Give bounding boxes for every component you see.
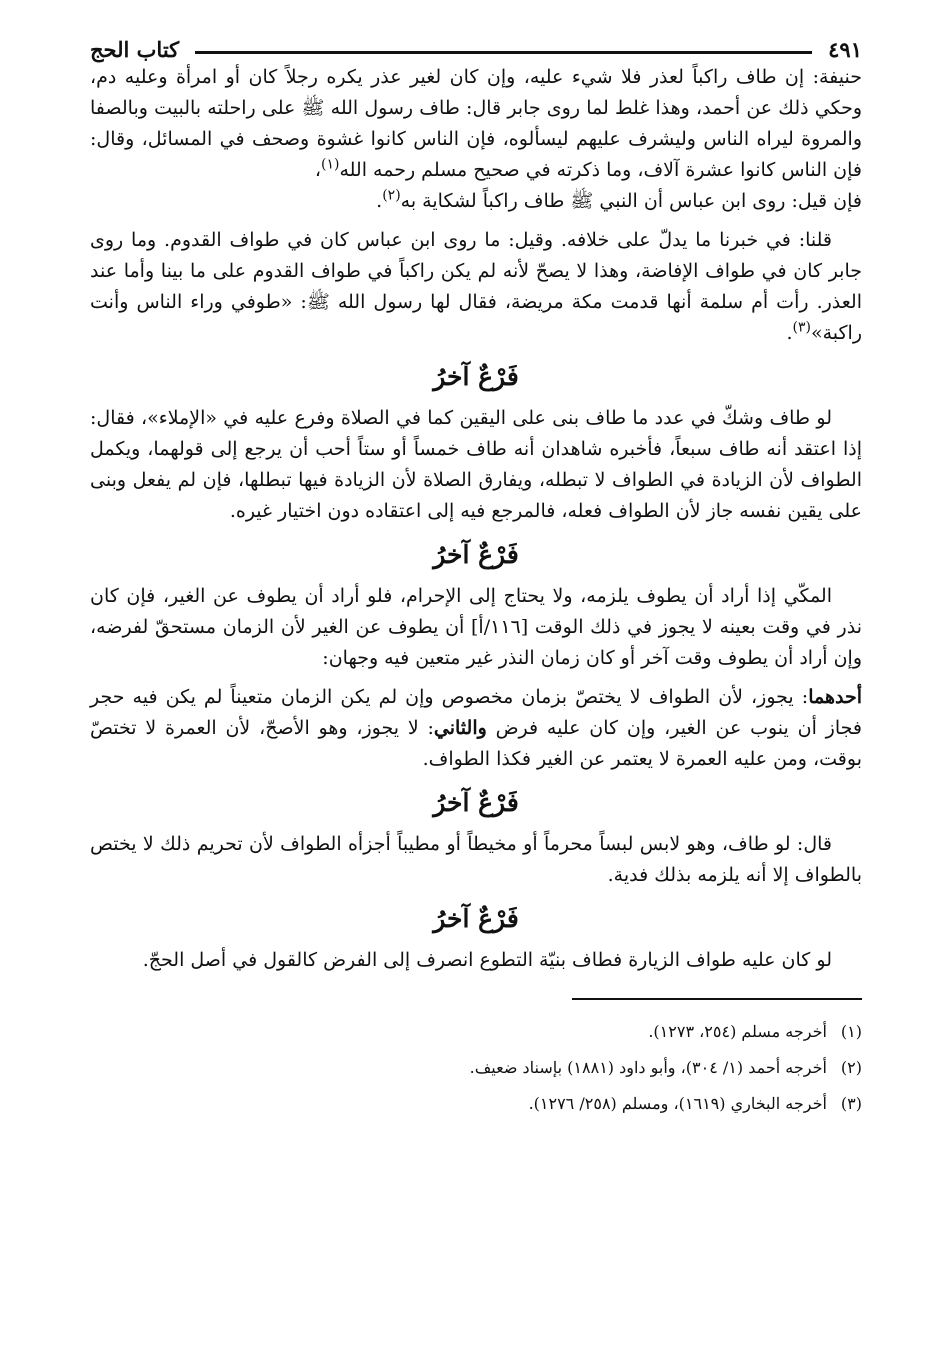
footnote-text: أخرجه أحمد (١/ ٣٠٤)، وأبو داود (١٨٨١) بإسناد ضعيف. xyxy=(469,1058,827,1077)
footnotes xyxy=(90,1014,862,1122)
footnote-ref-2: (٢) xyxy=(382,187,401,204)
book-title: كتاب الحج xyxy=(90,37,180,62)
footnote xyxy=(90,1050,862,1086)
footnote xyxy=(90,1014,862,1050)
section-heading: فَرْعٌ آخرُ xyxy=(433,904,519,933)
page-header xyxy=(90,26,862,62)
paragraph: قال: لو طاف، وهو لابس لبساً محرماً أو مخيطاً أو مطيباً أجزأه الطواف لأن تحريم ذلك لا يختص بالطواف إلا أنه يلزمه بذلك فدية. xyxy=(90,833,862,886)
page-body xyxy=(90,62,862,976)
header-rule xyxy=(195,51,812,54)
footnote-ref-1: (١) xyxy=(320,156,340,173)
section-heading: فَرْعٌ آخرُ xyxy=(433,788,519,817)
paragraph: فإن قيل: روى ابن عباس أن النبي ﷺ طاف راكباً لشكاية به xyxy=(400,190,862,212)
paragraph: لو طاف وشكّ في عدد ما طاف بنى على اليقين كما في الصلاة وفرع عليه في «الإملاء»، فقال: إذا اعتقد أنه طاف سبعاً، فأخبره شاهدان أنه طاف خمساً أو ستاً أحب أن يرجع إلى قولهما، ويكمل الطواف لأن الزيادة في الطواف لا تبطله، ويفارق الصلاة لأن الزيادة فيها تبطلها، فإن لم يفعل وبنى على يقين نفسه جاز لأن الطواف فعله، فالمرجع فيه إلى اعتقاده دون اختيار غيره. xyxy=(90,407,862,522)
footnote-ref-3: (٣) xyxy=(792,319,811,336)
footnote-text: أخرجه مسلم (٢٥٤، ١٢٧٣). xyxy=(648,1022,827,1041)
lead-term: والثاني xyxy=(433,717,487,739)
paragraph: قلنا: في خبرنا ما يدلّ على خلافه. وقيل: ما روى ابن عباس كان في طواف القدوم. وما روى جابر كان في طواف الإفاضة، وهذا لا يصحّ لأنه لم يكن راكباً في طواف القدوم على ما بينا وأما عند العذر. رأت أم سلمة أنها قدمت مكة مريضة، فقال لها رسول الله ﷺ: «طوفي وراء الناس وأنت راكبة»$^{(٣)}$. xyxy=(90,229,863,344)
paragraph: لو كان عليه طواف الزيارة فطاف بنيّة التطوع انصرف إلى الفرض كالقول في أصل الحجّ. xyxy=(142,949,832,971)
lead-term: أحدهما xyxy=(808,686,862,708)
footnote-number: (٢) xyxy=(840,1058,862,1077)
footnote-separator xyxy=(572,998,862,1000)
section-heading: فَرْعٌ آخرُ xyxy=(433,362,519,391)
footnote-text: أخرجه البخاري (١٦١٩)، ومسلم (٢٥٨/ ١٢٧٦). xyxy=(528,1094,827,1113)
paragraph: المكّي إذا أراد أن يطوف يلزمه، ولا يحتاج إلى الإحرام، فلو أراد أن يطوف عن الغير، فإن كان نذر في وقت بعينه لا يجوز في ذلك الوقت [١١٦/أ] أن يطوف عن الغير لأن الزمان مستحقّ لفرضه، وإن أراد أن يطوف وقت آخر أو كان زمان النذر غير متعين فيه وجهان: xyxy=(90,585,862,669)
page-number: ٤٩١ xyxy=(828,37,862,62)
footnote xyxy=(90,1086,862,1122)
section-heading: فَرْعٌ آخرُ xyxy=(433,540,519,569)
footnote-number: (١) xyxy=(840,1022,862,1041)
paragraph: أحدهما: يجوز، لأن الطواف لا يختصّ بزمان مخصوص وإن لم يكن الزمان متعيناً لم يكن فيه حجر فجاز أن ينوب عن الغير، وإن كان عليه فرض والثاني: لا يجوز، وهو الأصحّ، لأن العمرة لا تختصّ بوقت، ومن عليه العمرة لا يعتمر عن الغير فكذا الطواف. xyxy=(90,686,862,770)
paragraph: حنيفة: إن طاف راكباً لعذر فلا شيء عليه، وإن كان لغير عذر يكره رجلاً كان أو امرأة وعليه دم، وحكي ذلك عن أحمد، وهذا غلط لما روى جابر قال: طاف رسول الله ﷺ على راحلته بالبيت وبالصفا والمروة ليراه الناس وليشرف عليهم ليسألوه، فإن الناس كانوا غشوة وصحف في المسائل، وقال: فإن الناس كانوا عشرة آلاف، وما ذكرته في صحيح مسلم رحمه الله$^{(١)}$، فإن قيل: روى ابن عباس أن النبي ﷺ طاف راكباً لشكاية به$^{(٢)}$. xyxy=(90,66,862,212)
footnote-number: (٣) xyxy=(840,1094,862,1113)
